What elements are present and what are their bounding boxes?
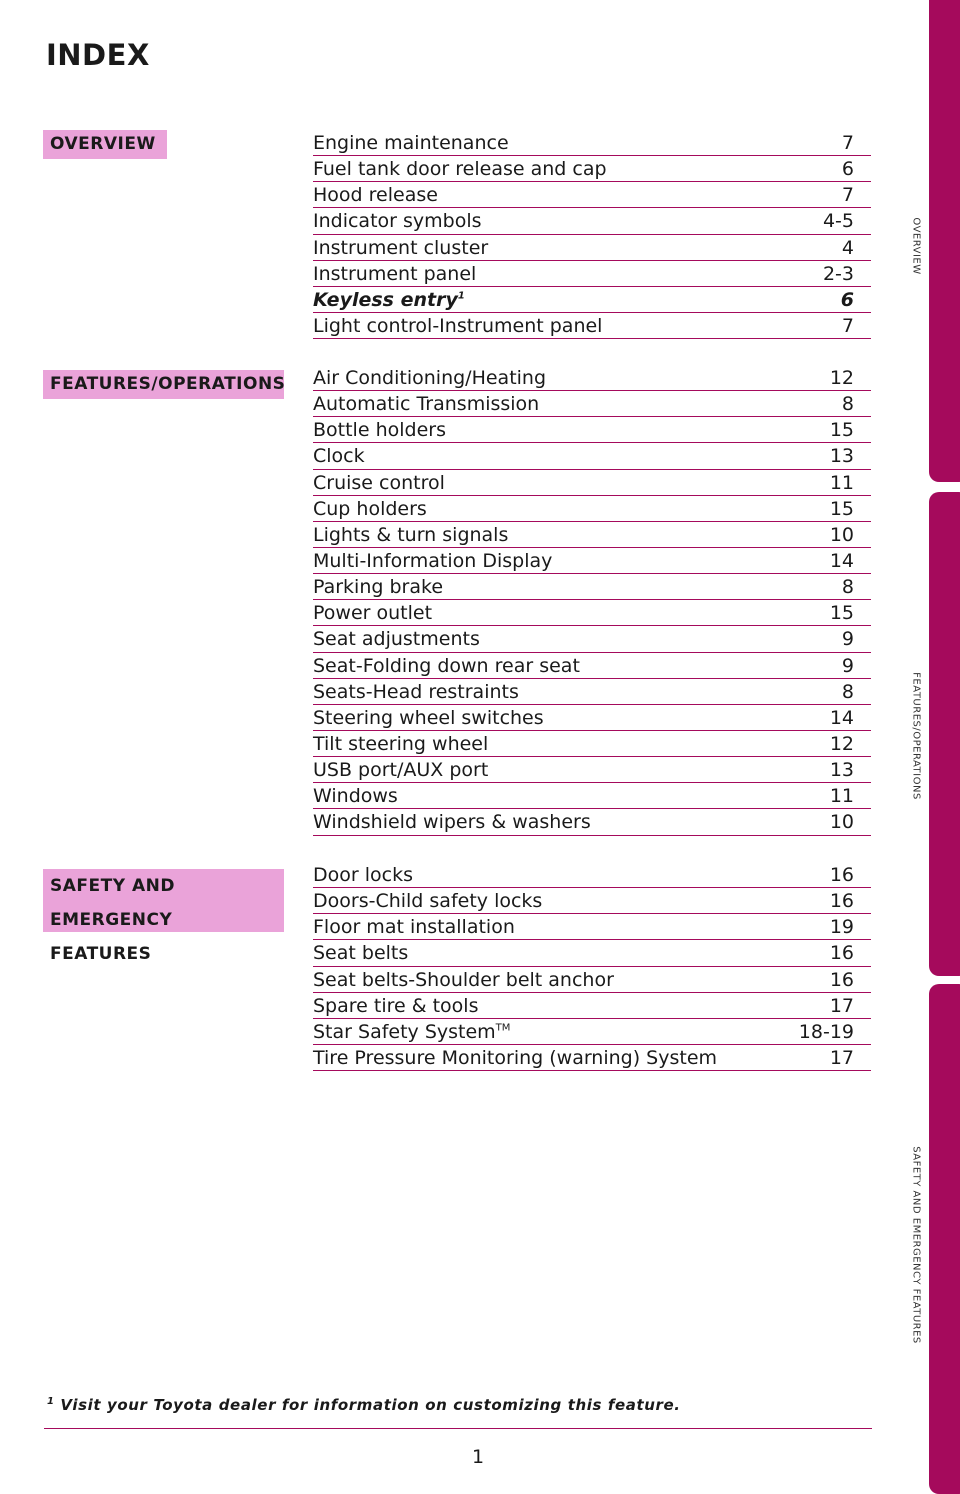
- index-entry: [313, 156, 871, 182]
- index-entry: [313, 940, 871, 966]
- index-entry: [313, 888, 871, 914]
- index-entry: [313, 548, 871, 574]
- index-list-safety-emergency: [313, 862, 871, 1071]
- index-entry-topic: Floor mat installation: [313, 916, 515, 939]
- index-entry-topic: Windshield wipers & washers: [313, 811, 591, 834]
- index-entry-topic: Star Safety System™: [313, 1020, 511, 1043]
- index-entry-page: 6: [840, 288, 854, 311]
- index-entry: [313, 809, 871, 835]
- index-entry-superscript: TM: [495, 1022, 511, 1034]
- section-label-overview: OVERVIEW: [43, 130, 167, 159]
- index-entry: [313, 731, 871, 757]
- index-entry-topic: Engine maintenance: [313, 132, 509, 154]
- index-entry-page: 12: [829, 367, 854, 389]
- index-list-features-operations: [313, 365, 871, 836]
- index-entry: [313, 208, 871, 234]
- index-entry-page: 12: [829, 732, 854, 755]
- page-number: 1: [472, 1446, 485, 1468]
- index-entry-topic: Keyless entry$^1$: [313, 288, 465, 311]
- index-entry: [313, 626, 871, 652]
- index-entry: [313, 261, 871, 287]
- index-entry-page: 17: [829, 994, 854, 1017]
- index-entry-page: 16: [829, 968, 854, 991]
- index-entry: [313, 783, 871, 809]
- index-list-overview: [313, 130, 871, 339]
- index-entry: [313, 705, 871, 731]
- index-entry: [313, 391, 871, 417]
- index-entry-page: 14: [829, 706, 854, 729]
- index-entry-topic: Seat adjustments: [313, 628, 480, 651]
- side-tab-features-operations[interactable]: [929, 492, 960, 976]
- index-entry-page: 11: [829, 471, 854, 494]
- index-entry-page: 19: [829, 916, 854, 939]
- index-entry-page: 7: [841, 184, 854, 207]
- index-entry-page: 7: [841, 132, 854, 154]
- index-entry-topic: Seats-Head restraints: [313, 680, 519, 703]
- index-entry: [313, 287, 871, 313]
- index-entry: [313, 182, 871, 208]
- index-entry: [313, 574, 871, 600]
- index-entry-page: 6: [841, 158, 854, 181]
- index-entry-page: 10: [829, 523, 854, 546]
- index-entry-topic: Cup holders: [313, 497, 427, 520]
- index-entry-page: 10: [829, 811, 854, 834]
- index-entry: [313, 130, 871, 156]
- index-entry-page: 8: [841, 680, 854, 703]
- index-entry-page: 16: [829, 942, 854, 965]
- index-entry-topic: Doors-Child safety locks: [313, 890, 543, 913]
- index-entry-topic: Seat-Folding down rear seat: [313, 654, 580, 677]
- index-entry-topic: USB port/AUX port: [313, 759, 489, 782]
- index-entry-topic: Clock: [313, 445, 365, 468]
- index-entry: [313, 679, 871, 705]
- index-entry-page: 15: [829, 497, 854, 520]
- index-entry-topic: Air Conditioning/Heating: [313, 367, 547, 389]
- index-entry-page: 7: [841, 314, 854, 337]
- index-entry-page: 14: [829, 549, 854, 572]
- index-entry-page: 17: [829, 1046, 854, 1069]
- index-entry-topic: Automatic Transmission: [313, 393, 540, 416]
- index-entry: [313, 417, 871, 443]
- side-tab-safety-emergency[interactable]: [929, 984, 960, 1494]
- index-entry: [313, 522, 871, 548]
- index-entry: [313, 653, 871, 679]
- index-entry-page: 16: [829, 864, 854, 886]
- index-entry-page: 16: [829, 890, 854, 913]
- index-entry: [313, 313, 871, 339]
- index-entry: [313, 470, 871, 496]
- section-label-safety-line2: EMERGENCY FEATURES: [50, 910, 173, 964]
- section-label-features-operations: FEATURES/OPERATIONS: [43, 370, 284, 399]
- index-entry-topic: Multi-Information Display: [313, 549, 553, 572]
- index-entry-topic: Tire Pressure Monitoring (warning) System: [313, 1046, 718, 1069]
- footnote-divider: [44, 1428, 872, 1429]
- index-entry-page: 18-19: [798, 1020, 854, 1043]
- index-entry: [313, 967, 871, 993]
- page-title: INDEX: [46, 38, 150, 72]
- index-entry-page: 4: [841, 236, 854, 259]
- footnote-text: Visit your Toyota dealer for information on customizing this feature.: [60, 1396, 681, 1414]
- index-entry-superscript: 1: [457, 290, 465, 302]
- index-entry-page: 15: [829, 419, 854, 442]
- index-entry-topic: Seat belts-Shoulder belt anchor: [313, 968, 614, 991]
- index-entry-page: 9: [841, 628, 854, 651]
- section-label-safety-line1: SAFETY AND: [50, 876, 175, 896]
- index-entry-topic: Lights & turn signals: [313, 523, 509, 546]
- footnote-marker: 1: [47, 1396, 55, 1407]
- index-entry-page: 15: [829, 602, 854, 625]
- index-entry-page: 8: [841, 576, 854, 599]
- index-entry-topic: Hood release: [313, 184, 438, 207]
- index-entry-topic: Bottle holders: [313, 419, 446, 442]
- index-entry-page: 13: [829, 445, 854, 468]
- index-entry-topic: Spare tire & tools: [313, 994, 479, 1017]
- index-entry-topic: Fuel tank door release and cap: [313, 158, 607, 181]
- index-entry-topic: Steering wheel switches: [313, 706, 544, 729]
- index-entry-page: 2-3: [822, 262, 854, 285]
- index-entry: [313, 862, 871, 888]
- index-entry: [313, 496, 871, 522]
- index-entry: [313, 235, 871, 261]
- index-entry-page: 4-5: [822, 210, 854, 233]
- index-entry-topic: Windows: [313, 785, 398, 808]
- index-entry-topic: Door locks: [313, 864, 413, 886]
- index-entry-topic: Instrument panel: [313, 262, 477, 285]
- side-tab-overview[interactable]: [929, 0, 960, 482]
- index-entry-topic: Tilt steering wheel: [313, 732, 489, 755]
- index-entry-page: 11: [829, 785, 854, 808]
- index-entry: [313, 443, 871, 469]
- index-entry-topic: Cruise control: [313, 471, 445, 494]
- index-entry: [313, 993, 871, 1019]
- index-entry-topic: Seat belts: [313, 942, 409, 965]
- index-entry: [313, 1045, 871, 1071]
- index-entry-topic: Power outlet: [313, 602, 433, 625]
- footnote: [47, 1396, 681, 1414]
- index-entry-page: 8: [841, 393, 854, 416]
- index-entry-page: 13: [829, 759, 854, 782]
- section-label-safety-emergency: [43, 869, 284, 964]
- index-entry: [313, 600, 871, 626]
- index-entry: [313, 1019, 871, 1045]
- index-entry: [313, 365, 871, 391]
- index-entry: [313, 757, 871, 783]
- index-entry: [313, 914, 871, 940]
- index-entry-topic: Light control-Instrument panel: [313, 314, 603, 337]
- index-entry-topic: Parking brake: [313, 576, 444, 599]
- index-entry-topic: Indicator symbols: [313, 210, 482, 233]
- index-entry-topic: Instrument cluster: [313, 236, 489, 259]
- index-entry-page: 9: [841, 654, 854, 677]
